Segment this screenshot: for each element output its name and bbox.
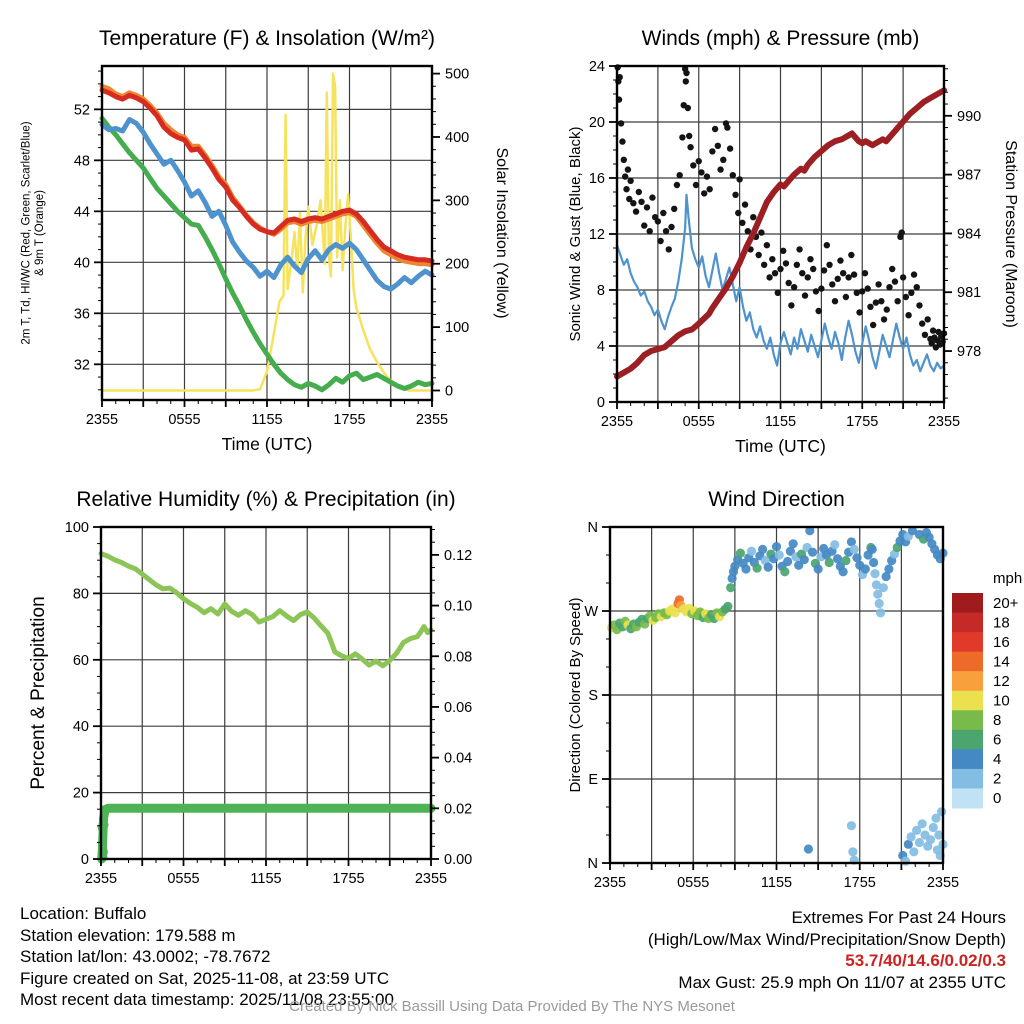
winds-pressure-chart [609,64,952,409]
svg-text:400: 400 [445,129,470,146]
svg-text:18: 18 [993,614,1010,632]
svg-text:1755: 1755 [846,414,879,430]
svg-text:20: 20 [72,785,89,802]
svg-text:Sonic Wind & Gust (Blue, Black: Sonic Wind & Gust (Blue, Black) [567,126,584,342]
svg-text:W: W [584,604,598,620]
svg-text:4: 4 [993,751,1002,769]
svg-text:987: 987 [957,167,982,184]
svg-text:0.12: 0.12 [444,547,473,564]
svg-text:0.00: 0.00 [444,852,473,868]
svg-text:S: S [588,688,598,704]
svg-text:20: 20 [588,115,605,131]
svg-text:52: 52 [73,102,90,119]
svg-text:984: 984 [957,226,982,243]
svg-text:0555: 0555 [167,871,200,887]
svg-text:8: 8 [993,712,1002,730]
svg-text:N: N [587,856,598,872]
extremes-subtitle: (High/Low/Max Wind/Precipitation/Snow Depth) [647,929,1006,949]
svg-text:2355: 2355 [593,875,627,891]
svg-text:Relative Humidity (%) & Precip: Relative Humidity (%) & Precipitation (in) [76,488,456,511]
svg-text:0555: 0555 [677,875,710,891]
svg-text:1155: 1155 [251,412,283,428]
info-elevation: Station elevation: 179.588 m [20,925,236,945]
svg-text:16: 16 [993,633,1010,651]
svg-text:Direction (Colored By Speed): Direction (Colored By Speed) [567,597,584,793]
svg-text:981: 981 [957,285,982,302]
info-latlon: Station lat/lon: 43.0002; -78.7672 [20,947,271,966]
max-gust: Max Gust: 25.9 mph On 11/07 at 2355 UTC [678,972,1006,992]
svg-text:0.08: 0.08 [444,649,473,666]
svg-text:1755: 1755 [332,871,365,887]
svg-text:2355: 2355 [600,414,634,430]
svg-text:Solar Insolation (Yellow): Solar Insolation (Yellow) [493,147,510,319]
svg-text:12: 12 [588,227,605,243]
extremes-summary [648,907,1006,993]
svg-text:2m T, Td, HI/WC (Red, Green, S: 2m T, Td, HI/WC (Red, Green, Scarlet/Blue) [20,121,33,345]
svg-text:& 9m T (Orange): & 9m T (Orange) [33,190,46,276]
svg-text:2355: 2355 [927,414,961,430]
humidity-precip-chart [93,527,439,866]
svg-text:40: 40 [73,255,90,272]
svg-text:0.02: 0.02 [444,801,473,818]
svg-text:990: 990 [957,108,982,125]
svg-text:6: 6 [993,731,1002,749]
extremes-values: 53.7/40/14.6/0.02/0.3 [845,951,1006,970]
svg-text:14: 14 [993,653,1010,671]
svg-text:N: N [587,520,598,536]
svg-text:2355: 2355 [414,871,448,887]
wind-direction-chart [602,526,983,870]
svg-text:1755: 1755 [333,412,366,428]
svg-text:10: 10 [993,692,1010,710]
svg-text:2355: 2355 [415,412,449,428]
svg-text:100: 100 [445,320,470,337]
svg-text:Winds (mph) & Pressure (mb): Winds (mph) & Pressure (mb) [641,27,920,50]
info-timestamp: Most recent data timestamp: 2025/11/08 23:55:00 [20,990,394,1009]
svg-text:0: 0 [445,383,454,400]
svg-text:36: 36 [73,306,90,323]
svg-text:0.10: 0.10 [444,598,473,615]
info-location: Location: Buffalo [20,904,147,923]
svg-text:12: 12 [993,672,1010,690]
svg-text:60: 60 [72,652,89,669]
svg-text:4: 4 [596,339,605,355]
wind-speed-colorbar [952,593,983,809]
svg-text:978: 978 [957,344,982,361]
svg-text:2355: 2355 [84,871,118,887]
direction-dots [607,526,948,866]
station-info [20,903,394,1011]
svg-text:32: 32 [73,357,90,374]
svg-text:1155: 1155 [250,871,282,887]
extremes-title: Extremes For Past 24 Hours [791,908,1006,927]
svg-text:2: 2 [993,770,1002,788]
svg-text:Temperature (F) & Insolation (: Temperature (F) & Insolation (W/m²) [98,27,436,50]
svg-text:Station Pressure (Maroon): Station Pressure (Maroon) [1002,140,1019,328]
svg-text:1155: 1155 [760,875,793,891]
svg-text:0.06: 0.06 [444,699,473,716]
svg-text:Wind Direction: Wind Direction [708,488,845,511]
info-created: Figure created on Sat, 2025-11-08, at 23:59 UTC [20,968,390,988]
svg-text:100: 100 [64,520,89,536]
svg-text:0: 0 [80,852,89,868]
credit-line: Created By Nick Bassill Using Data Provided By The NYS Mesonet [289,998,735,1015]
svg-text:Percent & Precipitation: Percent & Precipitation [28,596,49,790]
svg-text:24: 24 [588,59,605,75]
svg-text:2355: 2355 [85,412,119,428]
svg-text:0555: 0555 [168,412,201,428]
svg-text:1755: 1755 [843,875,876,891]
svg-text:20+: 20+ [993,594,1019,612]
svg-text:mph: mph [993,570,1023,587]
svg-text:48: 48 [73,153,90,170]
svg-text:500: 500 [445,66,470,83]
svg-text:0.04: 0.04 [444,750,473,767]
svg-text:80: 80 [72,586,89,603]
svg-text:E: E [588,772,598,788]
svg-text:1155: 1155 [764,414,797,430]
svg-text:0: 0 [596,395,605,411]
svg-text:16: 16 [588,171,605,187]
svg-text:0: 0 [993,790,1002,808]
svg-text:0555: 0555 [682,414,715,430]
svg-text:8: 8 [596,283,605,299]
svg-text:300: 300 [445,193,470,210]
svg-text:2355: 2355 [926,875,960,891]
svg-text:40: 40 [72,719,89,736]
temperature-insolation-chart [94,66,440,407]
svg-text:Time (UTC): Time (UTC) [221,434,313,454]
svg-text:Time (UTC): Time (UTC) [735,436,826,456]
svg-text:200: 200 [445,256,470,273]
svg-text:44: 44 [73,204,90,221]
